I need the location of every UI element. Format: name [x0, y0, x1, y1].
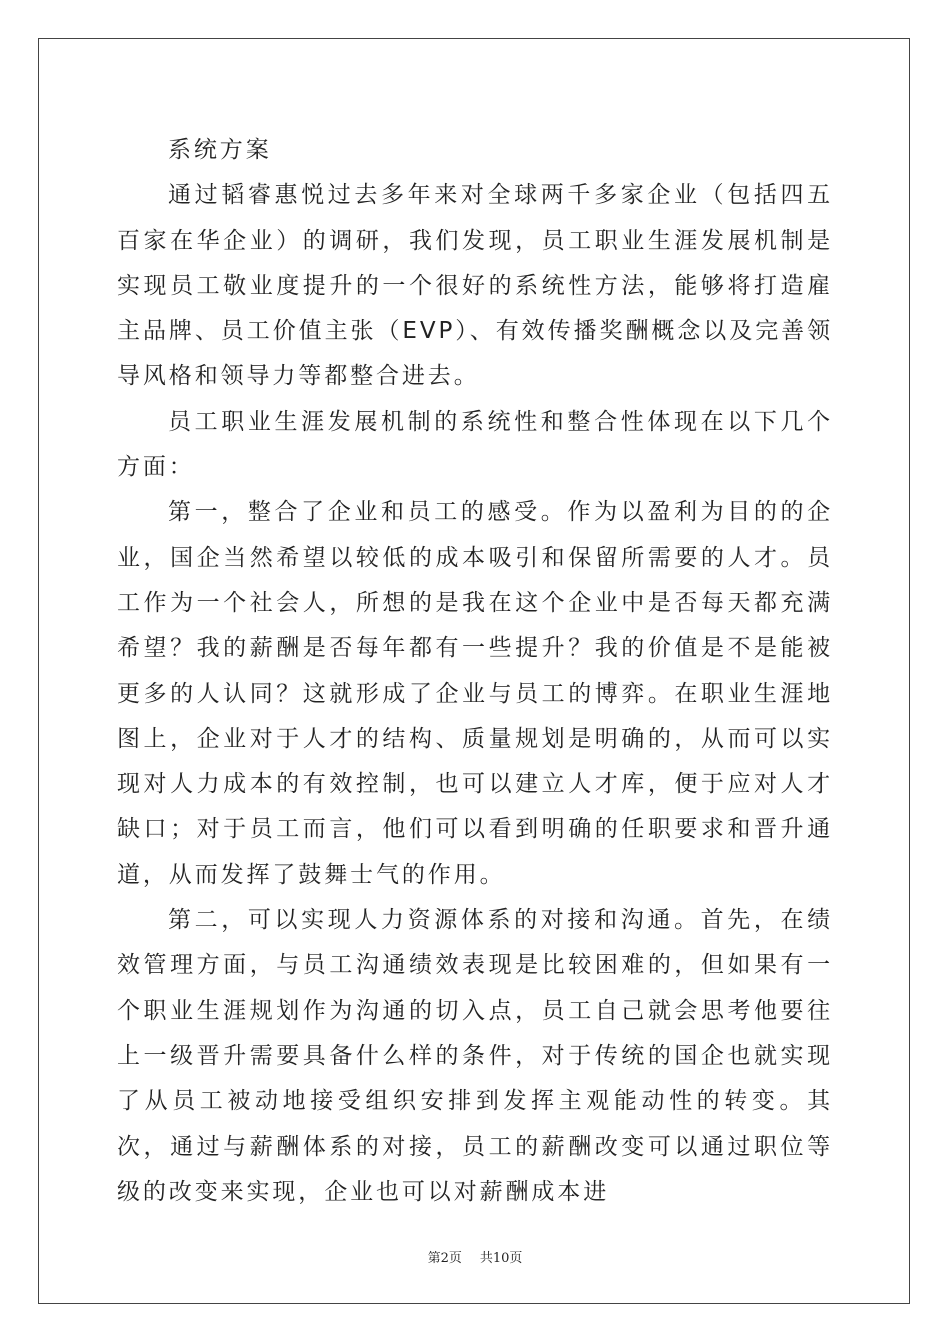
paragraph: 通过韬睿惠悦过去多年来对全球两千多家企业（包括四五百家在华企业）的调研，我们发现，员工职业生涯发展机制是实现员工敬业度提升的一个很好的系统性方法，能够将打造雇主品牌、员工价值主张（EVP）、有效传播奖酬概念以及完善领导风格和领导力等都整合进去。 — [117, 182, 833, 390]
paragraph: 员工职业生涯发展机制的系统性和整合性体现在以下几个方面： — [117, 408, 833, 481]
document-body — [117, 128, 833, 1215]
paragraph: 第一，整合了企业和员工的感受。作为以盈利为目的的企业，国企当然希望以较低的成本吸引和保留所需要的人才。员工作为一个社会人，所想的是我在这个企业中是否每天都充满希望？我的薪酬是否每年都有一些提升？我的价值是不是能被更多的人认同？这就形成了企业与员工的博弈。在职业生涯地图上，企业对于人才的结构、质量规划是明确的，从而可以实现对人力成本的有效控制，也可以建立人才库，便于应对人才缺口；对于员工而言，他们可以看到明确的任职要求和晋升通道，从而发挥了鼓舞士气的作用。 — [117, 499, 833, 888]
section-heading: 系统方案 — [168, 137, 272, 163]
page-footer — [0, 1247, 950, 1266]
page-number: 第2页 — [427, 1251, 462, 1266]
total-pages: 共10页 — [479, 1251, 523, 1266]
paragraph: 第二，可以实现人力资源体系的对接和沟通。首先，在绩效管理方面，与员工沟通绩效表现是比较困难的，但如果有一个职业生涯规划作为沟通的切入点，员工自己就会思考他要往上一级晋升需要具备什么样的条件，对于传统的国企也就实现了从员工被动地接受组织安排到发挥主观能动性的转变。其次，通过与薪酬体系的对接，员工的薪酬改变可以通过职位等级的改变来实现，企业也可以对薪酬成本进 — [117, 907, 833, 1205]
